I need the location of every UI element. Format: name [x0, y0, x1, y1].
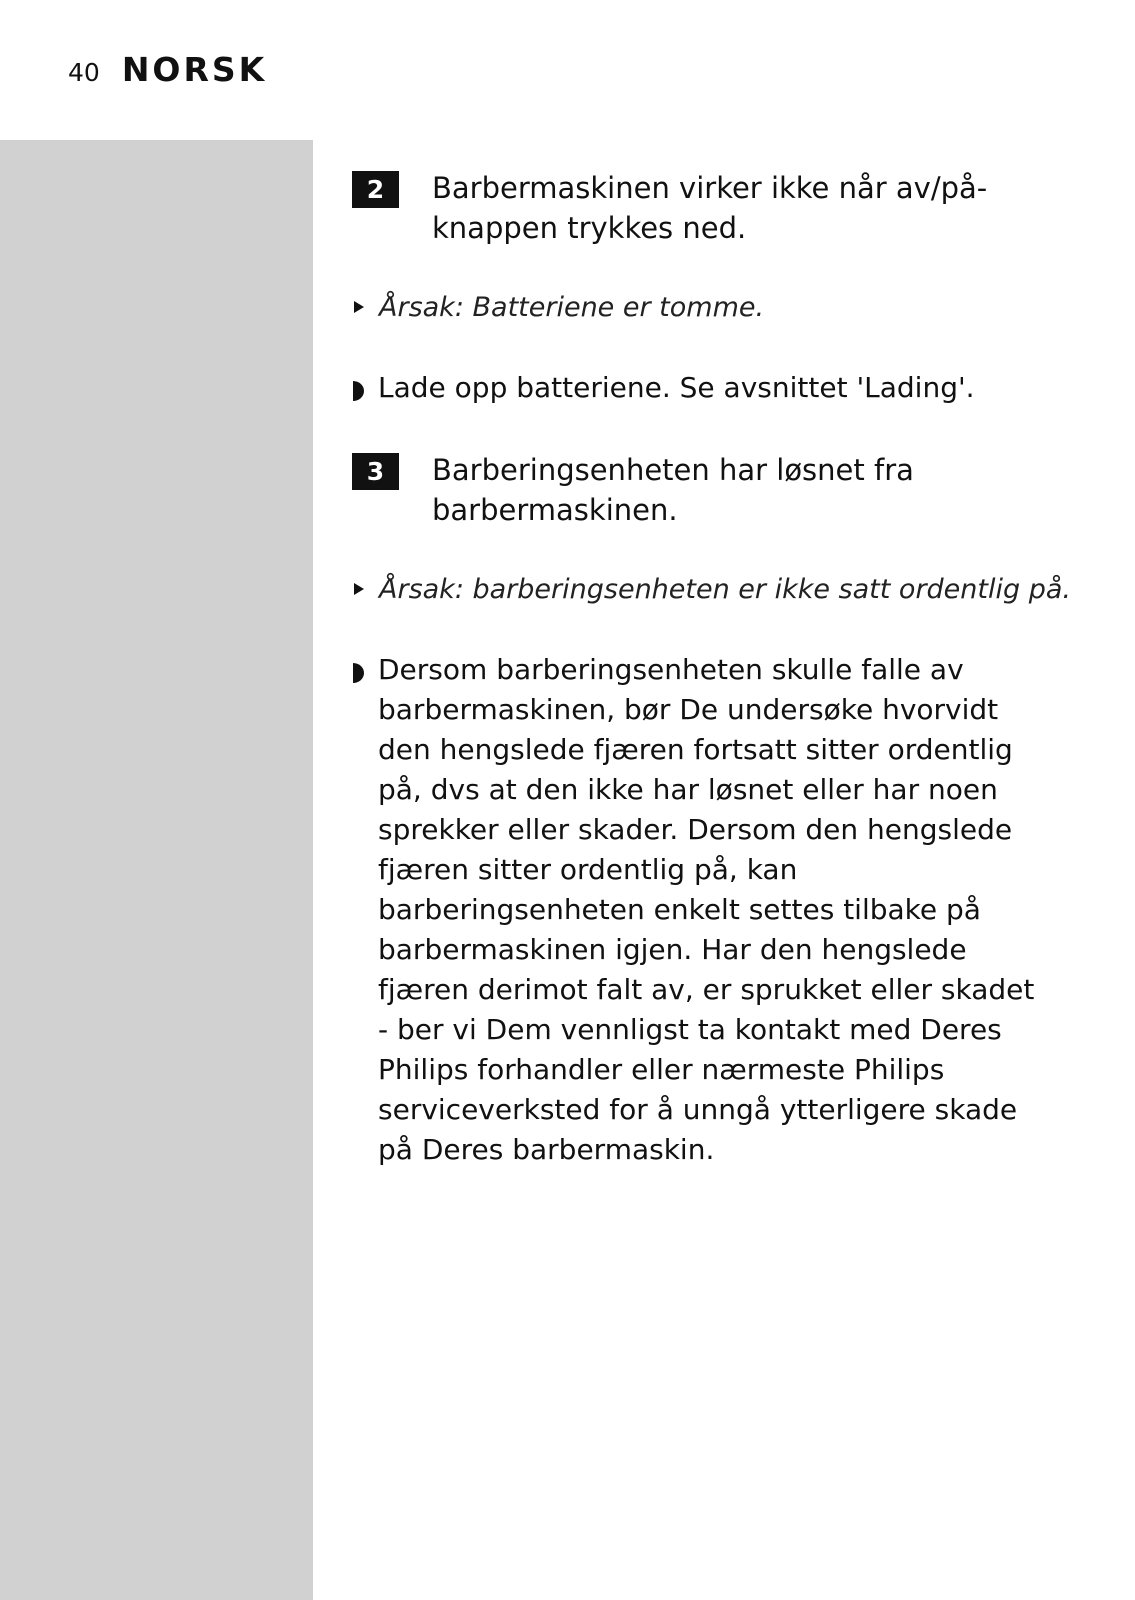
action-line: barbermaskinen igjen. Har den hengslede [378, 933, 967, 966]
problem-heading-3 [352, 450, 1072, 530]
half-circle-bullet-icon [352, 662, 378, 688]
action-line: fjæren derimot falt av, er sprukket eller skadet [378, 973, 1035, 1006]
action-line: Lade opp batteriene. Se avsnittet 'Lading'. [378, 371, 975, 404]
action-line: på, dvs at den ikke har løsnet eller har noen [378, 773, 998, 806]
cause-2 [352, 570, 1072, 610]
action-2 [352, 650, 1072, 1170]
action-text [378, 650, 1072, 1170]
action-line: den hengslede fjæren fortsatt sitter ordentlig [378, 733, 1013, 766]
triangle-bullet-icon [353, 581, 375, 600]
page-number: 40 [68, 58, 100, 87]
heading-line: Barberingsenheten har løsnet fra [432, 453, 914, 487]
heading-line: Barbermaskinen virker ikke når av/på- [432, 171, 988, 205]
heading-line: barbermaskinen. [432, 493, 678, 527]
action-line: sprekker eller skader. Dersom den hengslede [378, 813, 1013, 846]
half-circle-bullet-icon [352, 380, 378, 406]
action-line: - ber vi Dem vennligst ta kontakt med Deres [378, 1013, 1002, 1046]
action-line: på Deres barbermaskin. [378, 1133, 715, 1166]
cause-text: Årsak: barberingsenheten er ikke satt ordentlig på. [379, 574, 1071, 605]
triangle-bullet-icon [353, 299, 375, 318]
action-line: serviceverksted for å unngå ytterligere skade [378, 1093, 1018, 1126]
cause-text: Årsak: Batteriene er tomme. [379, 292, 765, 323]
cause-1 [352, 288, 1072, 328]
problem-number-badge: 3 [352, 453, 399, 490]
action-line: Philips forhandler eller nærmeste Philips [378, 1053, 945, 1086]
problem-heading-text [432, 168, 1032, 248]
problem-heading-text [432, 450, 1032, 530]
action-1 [352, 368, 1072, 408]
heading-line: knappen trykkes ned. [432, 211, 747, 245]
action-line: fjæren sitter ordentlig på, kan [378, 853, 798, 886]
action-text [378, 368, 1072, 408]
sidebar-margin-band [0, 140, 313, 1600]
section-title: NORSK [121, 50, 268, 89]
action-line: Dersom barberingsenheten skulle falle av [378, 653, 964, 686]
problem-number-badge: 2 [352, 171, 399, 208]
action-line: barberingsenheten enkelt settes tilbake på [378, 893, 981, 926]
action-line: barbermaskinen, bør De undersøke hvorvidt [378, 693, 999, 726]
problem-heading-2 [352, 168, 1072, 248]
page-header [68, 50, 267, 90]
